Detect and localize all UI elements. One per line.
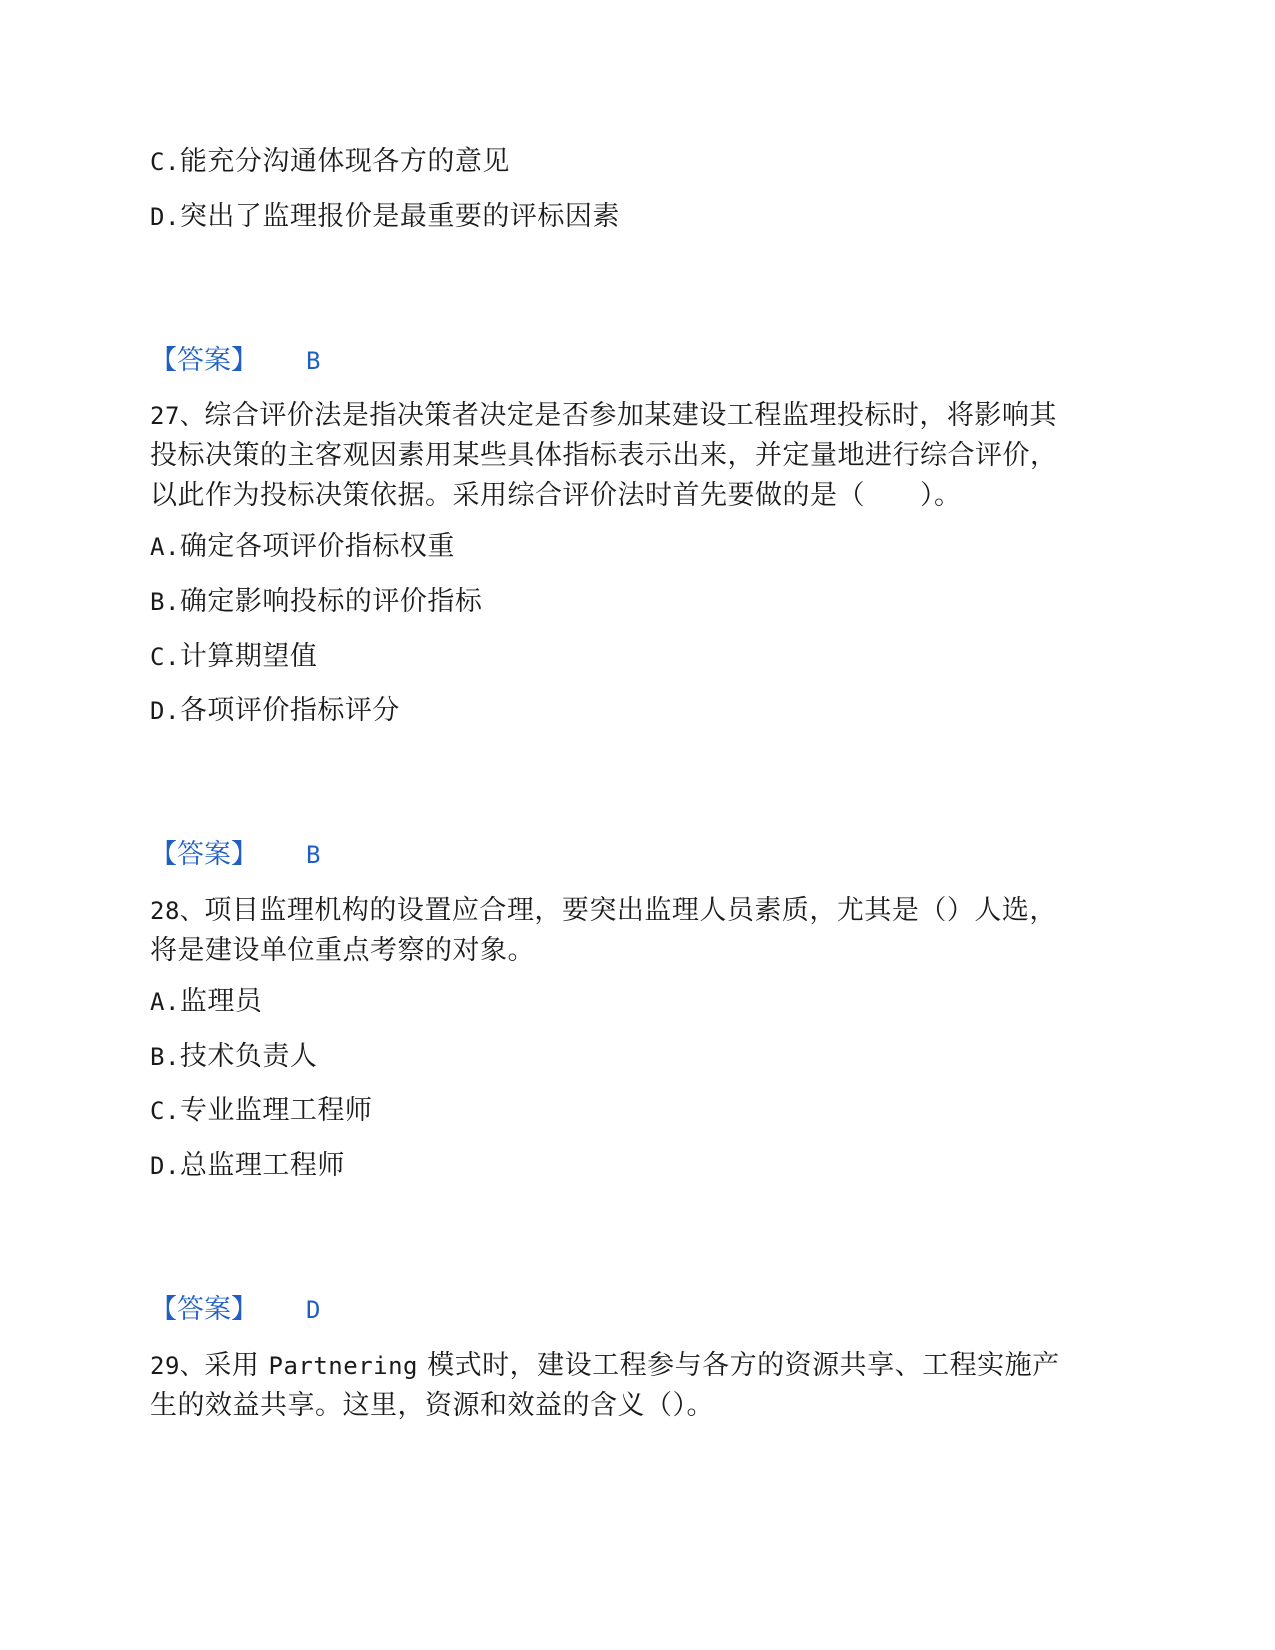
question-number: 27、 bbox=[150, 402, 205, 430]
question-text: 项目监理机构的设置应合理，要突出监理人员素质，尤其是（）人选， bbox=[204, 895, 1057, 926]
question-line: 将是建设单位重点考察的对象。 bbox=[150, 935, 535, 966]
option-text: 监理员 bbox=[179, 986, 263, 1017]
option-text: 专业监理工程师 bbox=[179, 1095, 373, 1126]
question-text: 综合评价法是指决策者决定是否参加某建设工程监理投标时，将影响其 bbox=[204, 400, 1057, 431]
option-c bbox=[150, 638, 317, 676]
question-text: 采用 bbox=[204, 1350, 269, 1381]
option-letter: C. bbox=[150, 148, 180, 176]
option-letter: D. bbox=[150, 697, 180, 725]
option-letter: A. bbox=[150, 533, 180, 561]
option-letter: D. bbox=[150, 203, 180, 231]
answer-value: D bbox=[306, 1296, 321, 1324]
answer-label: 【答案】 bbox=[150, 839, 258, 870]
option-c bbox=[150, 143, 510, 181]
question-line: 以此作为投标决策依据。采用综合评价法时首先要做的是（ ）。 bbox=[150, 480, 962, 511]
question-line bbox=[150, 891, 1130, 931]
option-text: 能充分沟通体现各方的意见 bbox=[179, 146, 510, 177]
question-line: 投标决策的主客观因素用某些具体指标表示出来，并定量地进行综合评价， bbox=[150, 440, 1058, 471]
option-letter: A. bbox=[150, 988, 180, 1016]
option-a bbox=[150, 983, 262, 1021]
option-text: 技术负责人 bbox=[179, 1041, 318, 1072]
option-b bbox=[150, 1038, 317, 1076]
question-number: 29、 bbox=[150, 1352, 205, 1380]
answer-line bbox=[150, 1291, 320, 1329]
option-text: 突出了监理报价是最重要的评标因素 bbox=[179, 201, 620, 232]
option-text: 计算期望值 bbox=[179, 641, 318, 672]
question-29 bbox=[150, 1346, 1130, 1426]
question-28 bbox=[150, 891, 1130, 971]
option-letter: D. bbox=[150, 1152, 180, 1180]
option-text: 总监理工程师 bbox=[179, 1150, 345, 1181]
question-27 bbox=[150, 396, 1130, 516]
question-line: 生的效益共享。这里，资源和效益的含义（）。 bbox=[150, 1390, 714, 1421]
answer-label: 【答案】 bbox=[150, 345, 258, 376]
answer-label: 【答案】 bbox=[150, 1294, 258, 1325]
option-c bbox=[150, 1092, 372, 1130]
option-d bbox=[150, 1147, 345, 1185]
option-d bbox=[150, 692, 400, 730]
question-text: 模式时，建设工程参与各方的资源共享、工程实施产 bbox=[418, 1350, 1060, 1381]
question-line bbox=[150, 396, 1130, 436]
question-number: 28、 bbox=[150, 897, 205, 925]
answer-line bbox=[150, 836, 320, 874]
option-b bbox=[150, 583, 482, 621]
answer-line bbox=[150, 342, 320, 380]
option-letter: C. bbox=[150, 1097, 180, 1125]
option-text: 各项评价指标评分 bbox=[179, 695, 400, 726]
option-text: 确定各项评价指标权重 bbox=[179, 531, 455, 562]
question-line bbox=[150, 1346, 1130, 1386]
question-term: Partnering bbox=[268, 1352, 418, 1380]
option-letter: B. bbox=[150, 588, 180, 616]
option-a bbox=[150, 528, 455, 566]
answer-value: B bbox=[306, 347, 321, 375]
option-letter: B. bbox=[150, 1043, 180, 1071]
answer-value: B bbox=[306, 841, 321, 869]
option-d bbox=[150, 198, 620, 236]
option-letter: C. bbox=[150, 643, 180, 671]
option-text: 确定影响投标的评价指标 bbox=[179, 586, 483, 617]
